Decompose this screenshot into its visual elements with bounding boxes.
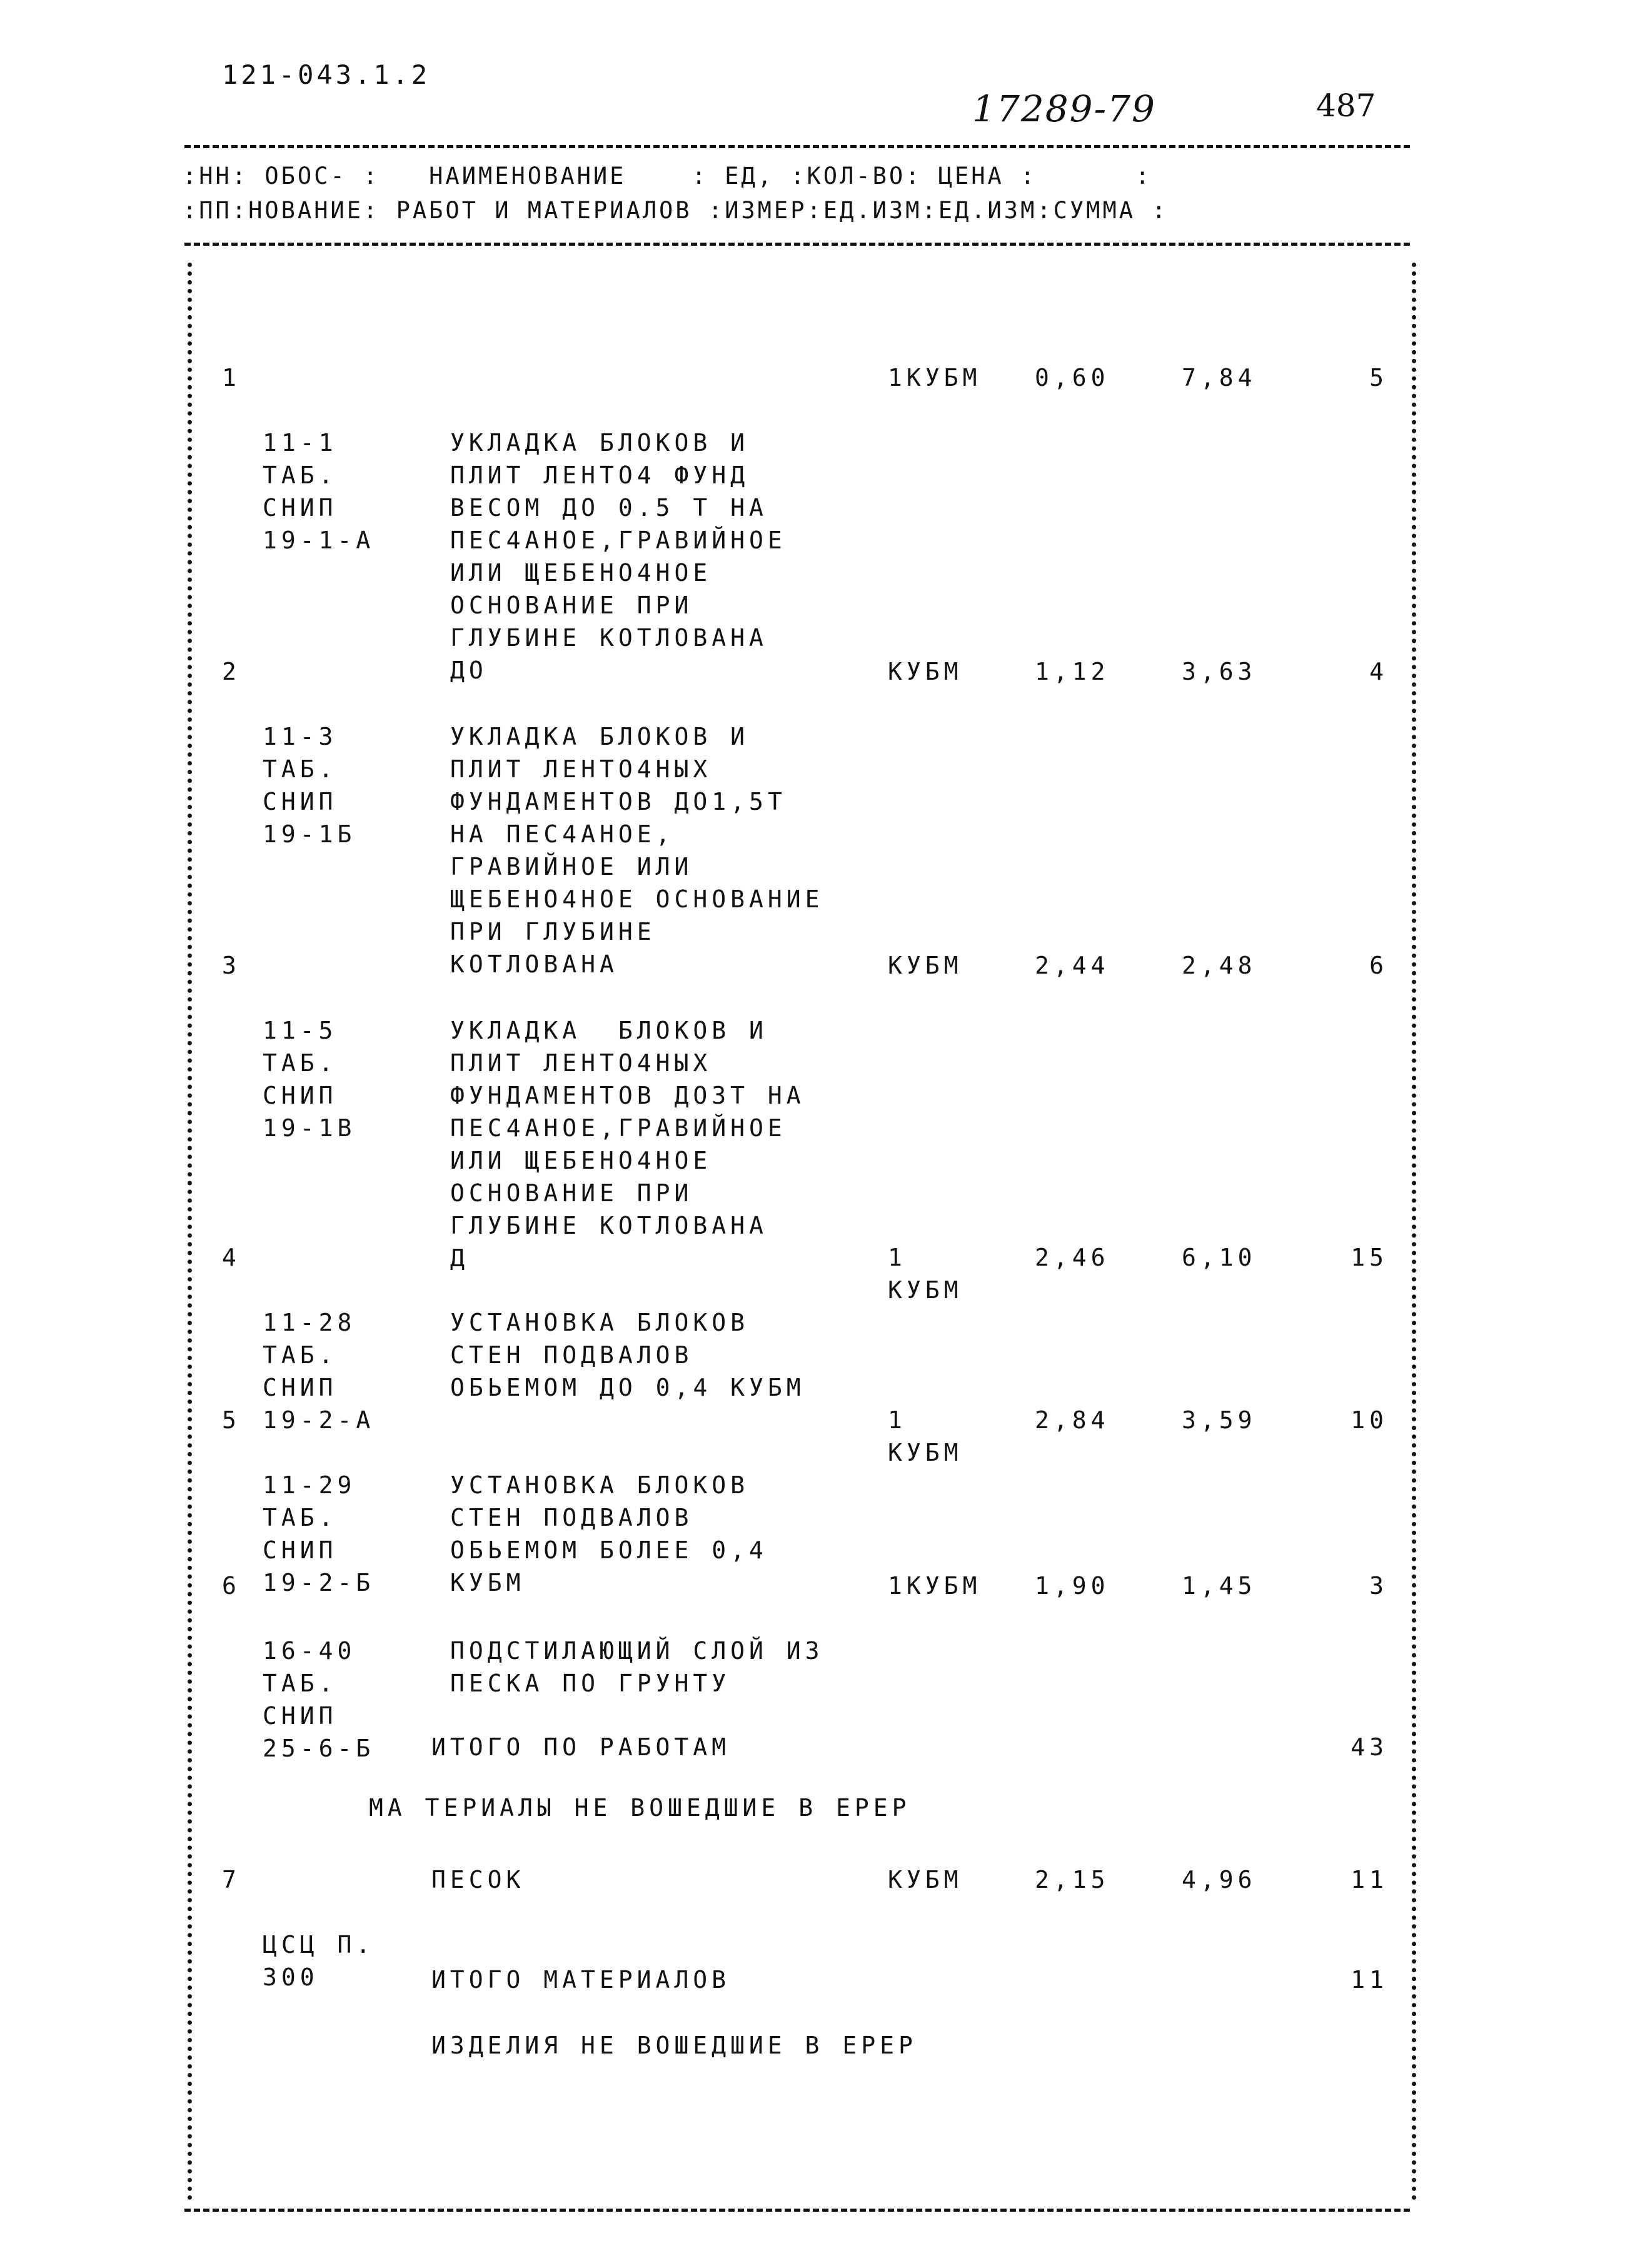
row-quantity: 2,44	[1035, 952, 1110, 979]
row-name: УКЛАДКА БЛОКОВ И ПЛИТ ЛЕНТО4НЫХ ФУНДАМЕНТОВ ДО1,5Т НА ПЕС4АНОЕ, ГРАВИЙНОЕ ИЛИ ЩЕБЕНО4НОЕ ОСНОВАНИЕ ПРИ ГЛУБИНЕ КОТЛОВАНА	[450, 723, 824, 978]
row-unit: КУБМ	[888, 658, 963, 685]
header-divider	[184, 243, 1410, 246]
handwritten-reference: 17289-79	[972, 88, 1156, 130]
row-number: 2	[222, 658, 241, 685]
total-materials-label: ИТОГО МАТЕРИАЛОВ	[431, 1966, 731, 1993]
row-quantity: 2,84	[1035, 1406, 1110, 1434]
row-sum: 3	[1369, 1572, 1388, 1600]
left-border	[188, 263, 192, 2201]
items-section-header: ИЗДЕЛИЯ НЕ ВОШЕДШИЕ В ЕРЕР	[431, 2032, 917, 2059]
row-name: УКЛАДКА БЛОКОВ И ПЛИТ ЛЕНТО4 ФУНД ВЕСОМ ДО 0.5 Т НА ПЕС4АНОЕ,ГРАВИЙНОЕ ИЛИ ЩЕБЕНО4НОЕ ОСНОВАНИЕ ПРИ ГЛУБИНЕ КОТЛОВАНА ДО	[450, 429, 787, 684]
row-quantity: 1,90	[1035, 1572, 1110, 1600]
material-row-number: 7	[222, 1866, 241, 1893]
total-works-sum: 43	[1351, 1733, 1388, 1761]
row-name: УКЛАДКА БЛОКОВ И ПЛИТ ЛЕНТО4НЫХ ФУНДАМЕНТОВ ДО3Т НА ПЕС4АНОЕ,ГРАВИЙНОЕ ИЛИ ЩЕБЕНО4НОЕ ОСНОВАНИЕ ПРИ ГЛУБИНЕ КОТЛОВАНА Д	[450, 1017, 805, 1272]
row-unit: 1КУБМ	[888, 364, 982, 391]
material-row-price: 4,96	[1182, 1866, 1257, 1893]
row-price: 1,45	[1182, 1572, 1257, 1600]
row-name: ПОДСТИЛАЮЩИЙ СЛОЙ ИЗ ПЕСКА ПО ГРУНТУ	[450, 1637, 824, 1697]
total-works-label: ИТОГО ПО РАБОТАМ	[431, 1733, 731, 1761]
row-quantity: 0,60	[1035, 364, 1110, 391]
table-top-border	[184, 145, 1410, 148]
row-quantity: 2,46	[1035, 1244, 1110, 1271]
row-sum: 10	[1351, 1406, 1388, 1434]
row-number: 1	[222, 364, 241, 391]
row-name: УСТАНОВКА БЛОКОВ СТЕН ПОДВАЛОВ ОБЬЕМОМ ДО 0,4 КУБМ	[450, 1309, 805, 1401]
right-border	[1412, 263, 1416, 2201]
row-unit: КУБМ	[888, 952, 963, 979]
page-number: 487	[1316, 88, 1376, 124]
table-bottom-border	[184, 2209, 1410, 2212]
table-header-line-2: :ПП:НОВАНИЕ: РАБОТ И МАТЕРИАЛОВ :ИЗМЕР:ЕД.ИЗМ:ЕД.ИЗМ:СУММА :	[183, 197, 1169, 224]
row-price: 7,84	[1182, 364, 1257, 391]
row-unit: 1 КУБМ	[888, 1244, 963, 1304]
materials-section-header: МА ТЕРИАЛЫ НЕ ВОШЕДШИЕ В ЕРЕР	[369, 1794, 911, 1822]
row-number: 4	[222, 1244, 241, 1271]
material-row-basis: ЦСЦ П. 300	[263, 1931, 375, 1991]
row-name: УСТАНОВКА БЛОКОВ СТЕН ПОДВАЛОВ ОБЬЕМОМ БОЛЕЕ 0,4 КУБМ	[450, 1471, 768, 1596]
row-basis: 11-29 ТАБ. СНИП 19-2-Б	[263, 1471, 375, 1596]
material-row-quantity: 2,15	[1035, 1866, 1110, 1893]
row-price: 6,10	[1182, 1244, 1257, 1271]
row-basis: 16-40 ТАБ. СНИП 25-6-Б	[263, 1637, 375, 1762]
document-code: 121-043.1.2	[222, 59, 431, 90]
row-number: 3	[222, 952, 241, 979]
row-basis: 11-28 ТАБ. СНИП 19-2-А	[263, 1309, 375, 1434]
row-price: 2,48	[1182, 952, 1257, 979]
material-row-unit: КУБМ	[888, 1866, 963, 1893]
table-header-line-1: :НН: ОБОС- : НАИМЕНОВАНИЕ : ЕД, :КОЛ-ВО: ЦЕНА : :	[183, 163, 1152, 189]
row-unit: 1КУБМ	[888, 1572, 982, 1600]
material-row-sum: 11	[1351, 1866, 1388, 1893]
row-basis: 11-1 ТАБ. СНИП 19-1-А	[263, 429, 375, 554]
row-unit: 1 КУБМ	[888, 1406, 963, 1466]
row-sum: 15	[1351, 1244, 1388, 1271]
row-number: 5	[222, 1406, 241, 1434]
row-basis: 11-5 ТАБ. СНИП 19-1В	[263, 1017, 356, 1142]
row-sum: 4	[1369, 658, 1388, 685]
row-sum: 5	[1369, 364, 1388, 391]
row-sum: 6	[1369, 952, 1388, 979]
material-row-name: ПЕСОК	[431, 1866, 525, 1893]
row-number: 6	[222, 1572, 241, 1600]
row-price: 3,59	[1182, 1406, 1257, 1434]
row-basis: 11-3 ТАБ. СНИП 19-1Б	[263, 723, 356, 848]
row-price: 3,63	[1182, 658, 1257, 685]
total-materials-sum: 11	[1351, 1966, 1388, 1993]
row-quantity: 1,12	[1035, 658, 1110, 685]
